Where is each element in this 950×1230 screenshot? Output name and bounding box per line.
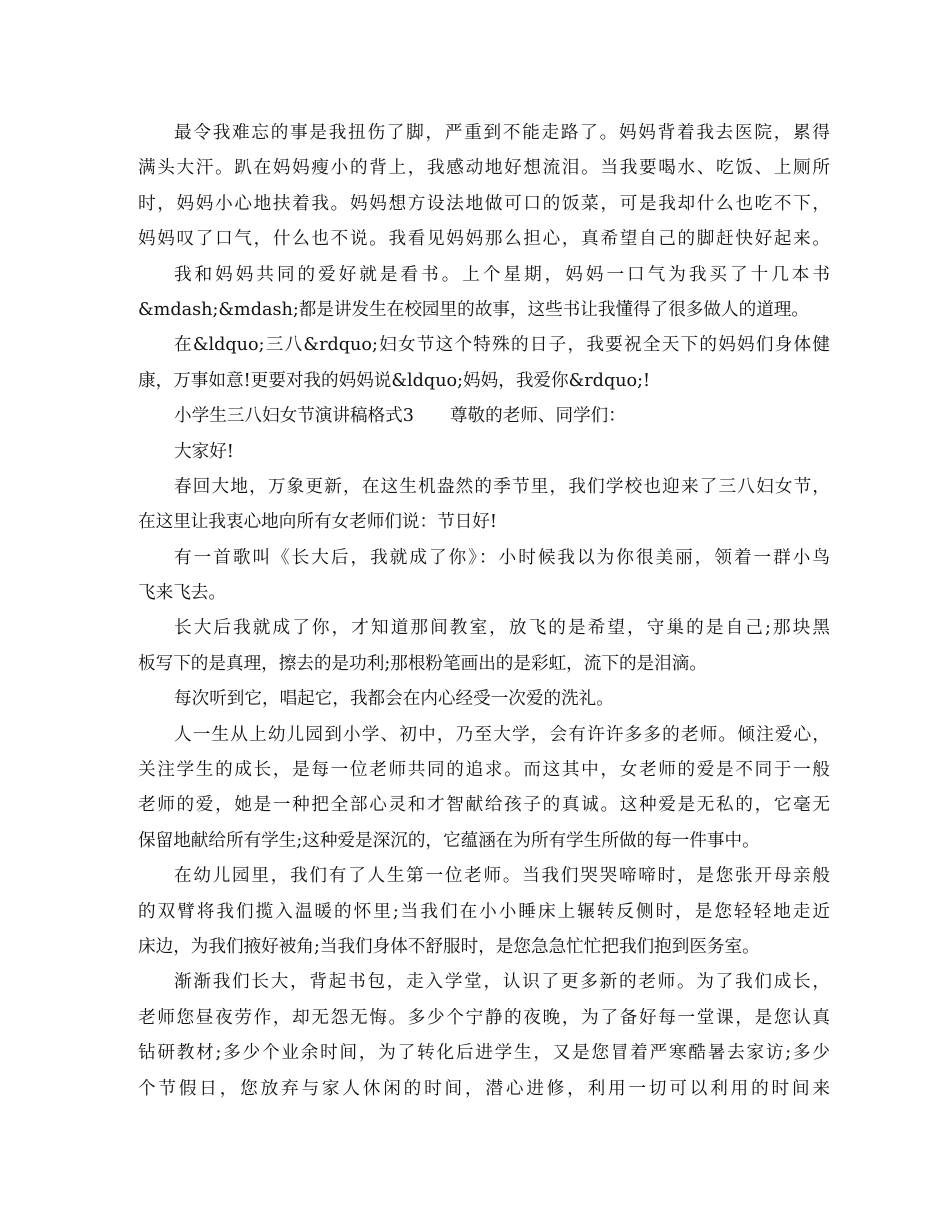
text-line: 飞来飞去。: [138, 583, 226, 604]
text-line: 的双臂将我们揽入温暖的怀里;当我们在小小睡床上辗转反侧时，是您轻轻地走近: [138, 901, 830, 922]
text-line: 老师您昼夜劳作，却无怨无悔。多少个宁静的夜晚，为了备好每一堂课，是您认真: [138, 1007, 830, 1028]
text-line: 人一生从上幼儿园到小学、初中，乃至大学，会有许许多多的老师。倾注爱心，: [174, 724, 830, 745]
text-line: 大家好!: [174, 441, 234, 462]
text-line: 在幼儿园里，我们有了人生第一位老师。当我们哭哭啼啼时，是您张开母亲般: [174, 866, 830, 887]
text-line: 钻研教材;多少个业余时间，为了转化后进学生，又是您冒着严寒酷暑去家访;多少: [138, 1043, 830, 1064]
text-line: 板写下的是真理，擦去的是功利;那根粉笔画出的是彩虹，流下的是泪滴。: [138, 653, 707, 674]
text-line: 老师的爱，她是一种把全部心灵和才智献给孩子的真诚。这种爱是无私的，它毫无: [138, 795, 830, 816]
section-title: 小学生三八妇女节演讲稿格式3: [174, 406, 414, 427]
text-line: 春回大地，万象更新，在这生机盎然的季节里，我们学校也迎来了三八妇女节，: [174, 476, 830, 497]
text-line: 长大后我就成了你，才知道那间教室，放飞的是希望，守巢的是自己;那块黑: [174, 618, 830, 639]
text-line: 床边，为我们掖好被角;当我们身体不舒服时，是您急急忙忙把我们抱到医务室。: [138, 936, 760, 957]
text-line: 最令我难忘的事是我扭伤了脚，严重到不能走路了。妈妈背着我去医院，累得: [174, 123, 830, 143]
text-line: 每次听到它，唱起它，我都会在内心经受一次爱的洗礼。: [174, 689, 614, 710]
text-line: 有一首歌叫《长大后，我就成了你》：小时候我以为你很美丽，领着一群小鸟: [174, 547, 830, 568]
text-line: 康，万事如意!更要对我的妈妈说&ldquo;妈妈，我爱你&rdquo;!: [138, 370, 651, 391]
text-line: 在&ldquo;三八&rdquo;妇女节这个特殊的日子，我要祝全天下的妈妈们身体健: [174, 335, 830, 356]
text-line: 时，妈妈小心地扶着我。妈妈想方设法地做可口的饭菜，可是我却什么也吃不下，: [138, 193, 830, 214]
text-line: 个节假日，您放弃与家人休闲的时间，潜心进修，利用一切可以利用的时间来: [138, 1078, 830, 1099]
text-line: 在这里让我衷心地向所有女老师们说：节日好!: [138, 512, 497, 533]
text-line: 满头大汗。趴在妈妈瘦小的背上，我感动地好想流泪。当我要喝水、吃饭、上厕所: [138, 158, 830, 179]
document-body: [138, 116, 830, 1107]
text-line: 关注学生的成长，是每一位老师共同的追求。而这其中，女老师的爱是不同于一般: [138, 760, 830, 781]
text-line: &mdash;&mdash;都是讲发生在校园里的故事，这些书让我懂得了很多做人的道理。: [138, 299, 809, 320]
text-line: 我和妈妈共同的爱好就是看书。上个星期，妈妈一口气为我买了十几本书: [174, 264, 830, 285]
salutation: 尊敬的老师、同学们：: [449, 406, 626, 427]
section-heading-line: [138, 399, 830, 434]
text-line: 渐渐我们长大，背起书包，走入学堂，认识了更多新的老师。为了我们成长，: [174, 972, 830, 993]
text-line: 保留地献给所有学生;这种爱是深沉的，它蕴涵在为所有学生所做的每一件事中。: [138, 830, 760, 851]
text-line: 妈妈叹了口气，什么也不说。我看见妈妈那么担心，真希望自己的脚赶快好起来。: [138, 229, 830, 250]
